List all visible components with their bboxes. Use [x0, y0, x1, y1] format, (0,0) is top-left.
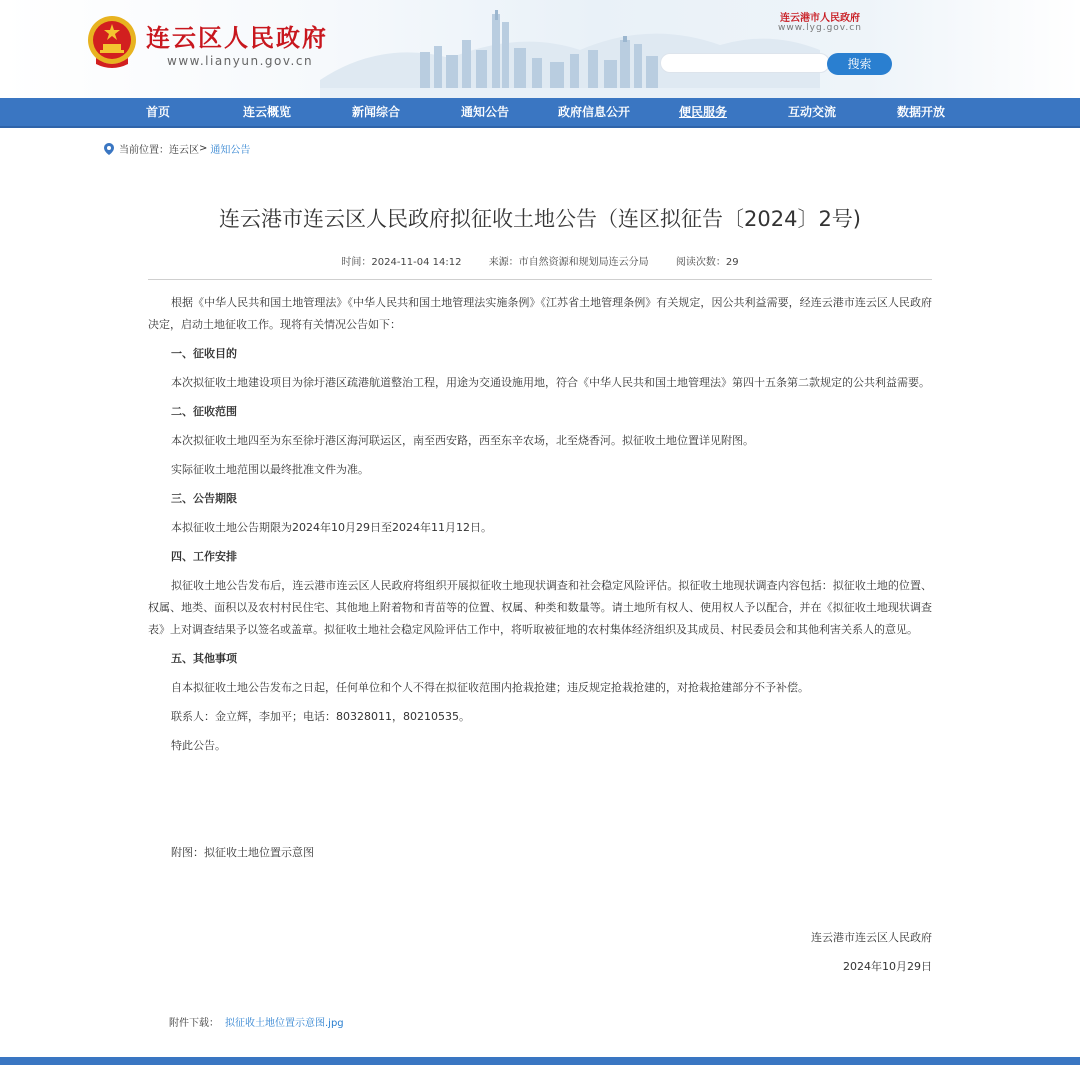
section-heading: 四、工作安排 [171, 550, 237, 563]
search-button[interactable]: 搜索 [827, 53, 892, 75]
national-emblem-icon [86, 14, 138, 70]
nav-item-services[interactable]: 便民服务 [678, 105, 727, 119]
footer-bar [0, 1057, 1080, 1065]
body-paragraph: 本次拟征收土地四至为东至徐圩港区海河联运区，南至西安路，西至东辛农场，北至烧香河。拟征收土地位置详见附图。 [171, 434, 754, 447]
site-header [0, 0, 1080, 98]
breadcrumb-separator: > [199, 143, 208, 154]
signature-date: 2024年10月29日 [843, 960, 932, 973]
attachment-note: 附图：拟征收土地位置示意图 [171, 846, 314, 859]
publish-time: 时间：2024-11-04 14:12 [341, 257, 462, 268]
section-heading: 三、公告期限 [171, 492, 237, 505]
parent-site-link[interactable]: 连云港市人民政府 [780, 13, 860, 24]
search-input[interactable] [660, 53, 830, 73]
body-paragraph: 拟征收土地公告发布后，连云港市连云区人民政府将组织开展拟征收土地现状调查和社会稳定风险评估。拟征收土地现状调查内容包括：拟征收土地的位置、权属、地类、面积以及农村村民住宅、其他地上附着物和青苗等的位置、权属、种类和数量等。请土地所有权人、使用权人予以配合，并在《拟征收土地现状调查表》上对调查结果予以签名或盖章。拟征收土地社会稳定风险评估工作中，将听取被征地的农村集体经济组织及其成员、村民委员会和其他利害关系人的意见。 [148, 579, 932, 636]
location-pin-icon [104, 143, 114, 155]
attachment-download [169, 1014, 344, 1034]
nav-item-open-data[interactable]: 数据开放 [896, 105, 945, 119]
body-paragraph: 实际征收土地范围以最终批准文件为准。 [171, 463, 369, 476]
breadcrumb-prefix: 当前位置： [119, 145, 169, 156]
body-paragraph: 本次拟征收土地建设项目为徐圩港区疏港航道整治工程，用途为交通设施用地，符合《中华人民共和国土地管理法》第四十五条第二款规定的公共利益需要。 [171, 376, 930, 389]
breadcrumb-current-link[interactable]: 通知公告 [210, 145, 251, 156]
breadcrumb [104, 141, 250, 156]
article-title: 连云港市连云区人民政府拟征收土地公告（连区拟征告〔2024〕2号) [219, 207, 861, 231]
title-divider [148, 279, 932, 280]
article-meta [100, 253, 980, 268]
main-nav [0, 98, 1080, 128]
nav-item-notices[interactable]: 通知公告 [460, 105, 509, 119]
breadcrumb-home-link[interactable]: 连云区 [169, 145, 199, 156]
intro-paragraph: 根据《中华人民共和国土地管理法》《中华人民共和国土地管理法实施条例》《江苏省土地管理条例》有关规定，因公共利益需要，经连云港市连云区人民政府决定，启动土地征收工作。现将有关情况公告如下： [148, 296, 932, 331]
section-heading: 一、征收目的 [171, 347, 237, 360]
section-heading: 二、征收范围 [171, 405, 237, 418]
signature-organization: 连云港市连云区人民政府 [811, 931, 932, 944]
view-count: 阅读次数：29 [675, 257, 739, 268]
body-paragraph: 本拟征收土地公告期限为2024年10月29日至2024年11月12日。 [171, 521, 492, 534]
download-label: 附件下载： [169, 1018, 219, 1029]
parent-site-url: www.lyg.gov.cn [778, 23, 862, 33]
article-source: 来源：市自然资源和规划局连云分局 [488, 257, 649, 268]
contact-paragraph: 联系人：金立辉，李加平；电话：80328011，80210535。 [171, 710, 470, 723]
section-heading: 五、其他事项 [171, 652, 237, 665]
nav-item-news[interactable]: 新闻综合 [351, 105, 400, 119]
article-body [148, 292, 932, 764]
closing-paragraph: 特此公告。 [171, 739, 226, 752]
site-url: www.lianyun.gov.cn [167, 54, 314, 68]
nav-item-home[interactable]: 首页 [145, 105, 170, 119]
site-name-logo[interactable]: 连云区人民政府 [146, 24, 328, 52]
download-file-link[interactable]: 拟征收土地位置示意图.jpg [225, 1018, 344, 1029]
body-paragraph: 自本拟征收土地公告发布之日起，任何单位和个人不得在拟征收范围内抢栽抢建；违反规定抢栽抢建的，对抢栽抢建部分不予补偿。 [171, 681, 809, 694]
nav-item-overview[interactable]: 连云概览 [242, 105, 291, 119]
nav-item-gov-info[interactable]: 政府信息公开 [557, 105, 630, 119]
nav-item-interaction[interactable]: 互动交流 [787, 105, 836, 119]
